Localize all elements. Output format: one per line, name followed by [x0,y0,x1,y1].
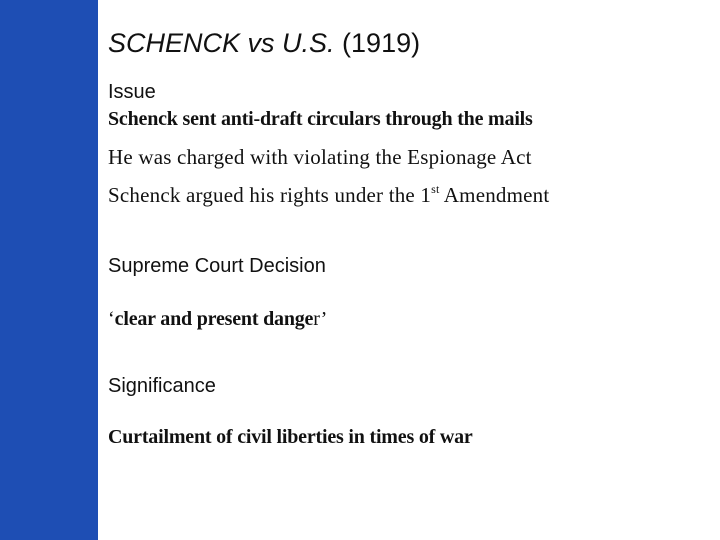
significance-heading: Significance [108,375,216,397]
issue-heading: Issue [108,81,156,103]
sidebar-accent-bar [0,0,98,540]
slide-title-case: SCHENCK vs U.S. [108,28,335,58]
slide-title-year: (1919) [334,28,421,58]
issue-line-espionage: He was charged with violating the Espionage Act [108,145,532,169]
decision-quote [108,308,327,331]
slide-content [108,0,708,540]
issue-line-amendment-text: Schenck argued his rights under the 1 [108,183,432,207]
issue-line-amendment-tail: Amendment [439,183,550,207]
significance-text: Curtailment of civil liberties in times of war [108,426,473,448]
decision-quote-tail: r’ [313,308,328,330]
issue-line-amendment [108,183,549,208]
slide-title [108,28,420,59]
ordinal-suffix: st [431,182,440,196]
decision-open-quote: ‘ [108,308,115,330]
decision-quote-bold: clear and present dange [114,308,314,330]
issue-line-circulars: Schenck sent anti-draft circulars through the mails [108,108,533,130]
decision-heading: Supreme Court Decision [108,255,326,277]
